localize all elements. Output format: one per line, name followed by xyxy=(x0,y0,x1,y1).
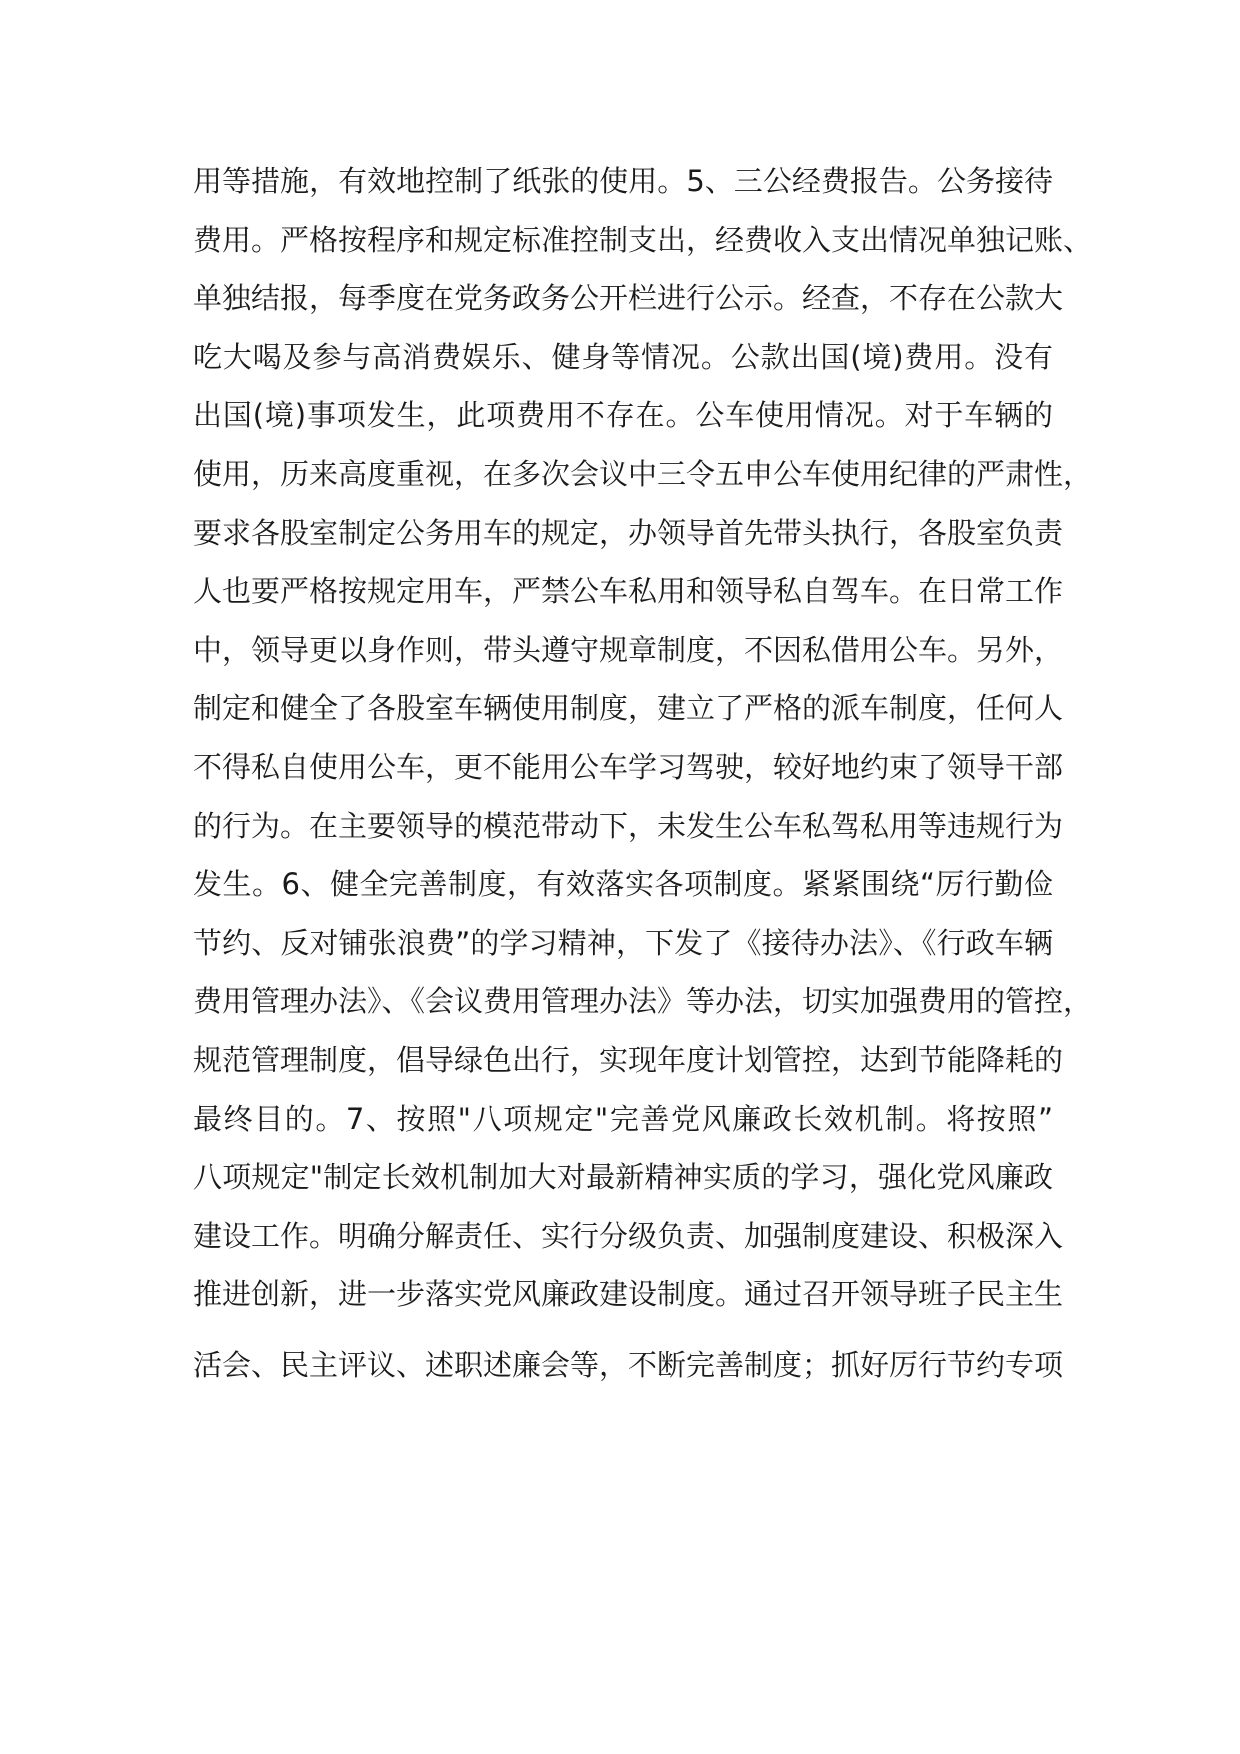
text-line: 出国(境)事项发生，此项费用不存在。公车使用情况。对于车辆的 xyxy=(193,398,1053,433)
text-line: 八项规定"制定长效机制加大对最新精神实质的学习，强化党风廉政 xyxy=(193,1160,1053,1195)
text-line: 的行为。在主要领导的模范带动下，未发生公车私驾私用等违规行为 xyxy=(193,808,1064,843)
text-line: 人也要严格按规定用车，严禁公车私用和领导私自驾车。在日常工作 xyxy=(193,574,1064,609)
text-line: 制定和健全了各股室车辆使用制度，建立了严格的派车制度，任何人 xyxy=(193,691,1064,726)
text-line: 中，领导更以身作则，带头遵守规章制度，不因私借用公车。另外， xyxy=(193,632,1064,667)
text-line: 活会、民主评议、述职述廉会等，不断完善制度；抓好厉行节约专项 xyxy=(193,1347,1064,1382)
text-line: 用等措施，有效地控制了纸张的使用。5、三公经费报告。公务接待 xyxy=(193,164,1053,198)
text-line: 规范管理制度，倡导绿色出行，实现年度计划管控，达到节能降耗的 xyxy=(193,1042,1064,1077)
text-line: 不得私自使用公车，更不能用公车学习驾驶，较好地约束了领导干部 xyxy=(193,749,1064,784)
text-line: 单独结报，每季度在党务政务公开栏进行公示。经查，不存在公款大 xyxy=(193,281,1064,316)
text-line: 节约、反对铺张浪费”的学习精神，下发了《接待办法》、《行政车辆 xyxy=(193,925,1053,960)
text-line: 使用，历来高度重视，在多次会议中三令五申公车使用纪律的严肃性， xyxy=(193,456,1093,491)
text-line: 建设工作。明确分解责任、实行分级负责、加强制度建设、积极深入 xyxy=(193,1218,1064,1253)
text-line: 要求各股室制定公务用车的规定，办领导首先带头执行，各股室负责 xyxy=(193,515,1064,550)
text-line: 推进创新，进一步落实党风廉政建设制度。通过召开领导班子民主生 xyxy=(193,1277,1064,1312)
text-line: 最终目的。7、按照"八项规定"完善党风廉政长效机制。将按照” xyxy=(193,1101,1053,1136)
text-line: 发生。6、健全完善制度，有效落实各项制度。紧紧围绕“厉行勤俭 xyxy=(193,867,1053,902)
text-line: 吃大喝及参与高消费娱乐、健身等情况。公款出国(境)费用。没有 xyxy=(193,339,1053,374)
body-text xyxy=(193,160,1093,1402)
text-line: 费用管理办法》、《会议费用管理办法》等办法，切实加强费用的管控， xyxy=(193,984,1093,1019)
text-line: 费用。严格按程序和规定标准控制支出，经费收入支出情况单独记账、 xyxy=(193,222,1093,257)
